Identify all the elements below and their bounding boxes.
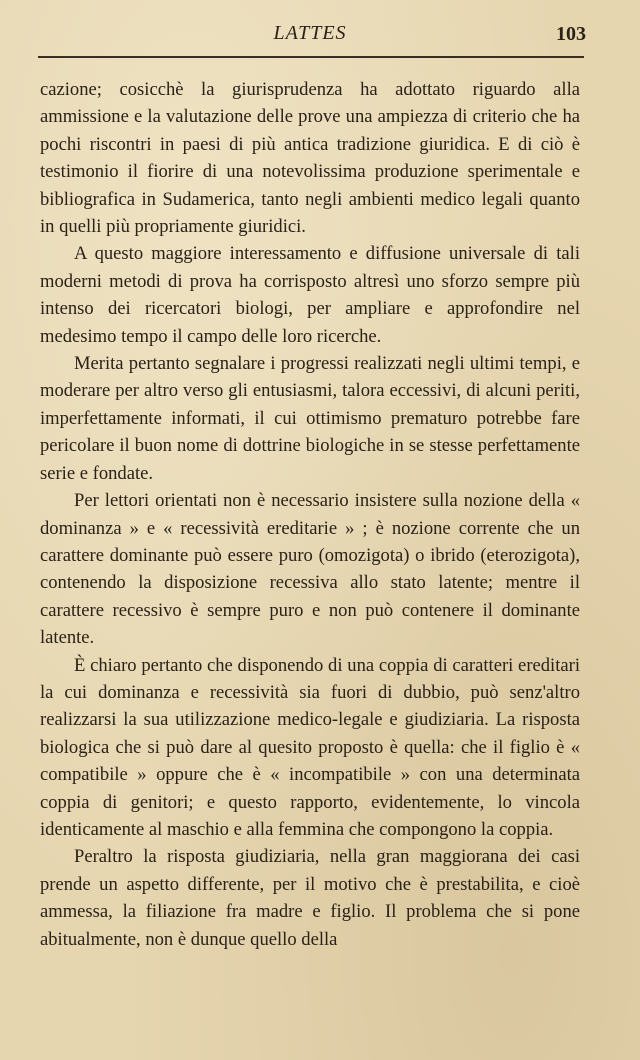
paragraph-5: È chiaro pertanto che disponendo di una coppia di caratteri ereditari la cui dominanza e recessività sia fuori di dubbio, può senz'altro realizzarsi la sua utilizzazione medico-legale e giudiziaria. La risposta biologica che si può dare al quesito proposto è quella: che il figlio è « compatibile » oppure che è « incompatibile » con una determinata coppia di genitori; e questo rapporto, evidentemente, lo vincola identicamente al maschio e alla femmina che compongono la coppia. — [40, 654, 580, 840]
paragraph-3: Merita pertanto segnalare i progressi realizzati negli ultimi tempi, e moderare per altro verso gli entusiasmi, talora eccessivi, di alcuni periti, imperfettamente informati, il cui ottimismo prematuro potrebbe fare pericolare il buon nome di dottrine biologiche in se stesse perfettamente serie e fondate. — [40, 353, 580, 484]
paragraph-2: A questo maggiore interessamento e diffusione universale di tali moderni metodi di prova ha corrisposto altresì uno sforzo sempre più intenso dei ricercatori biologi, per ampliare e approfondire nel medesimo tempo il campo delle loro ricerche. — [40, 243, 580, 347]
page-number: 103 — [556, 23, 586, 45]
running-title: LATTES — [273, 22, 347, 44]
paragraph-4: Per lettori orientati non è necessario insistere sulla nozione della « dominanza » e « recessività ereditarie » ; è nozione corrente che un carattere dominante può essere puro (omozigota) o ibrido (eterozigota), contenendo la disposizione recessiva allo stato latente; mentre il carattere recessivo è sempre puro e non può contenere il dominante latente. — [40, 490, 580, 649]
header-rule — [38, 56, 584, 58]
body-text — [40, 76, 580, 953]
page-header — [38, 22, 586, 52]
paragraph-1: cazione; cosicchè la giurisprudenza ha adottato riguardo alla ammissione e la valutazione delle prove una ampiezza di criterio che ha pochi riscontri in paesi di più antica tradizione giuridica. E di ciò è testimonio il fiorire di una notevolissima produzione sperimentale e bibliografica in Sudamerica, tanto negli ambienti medico legali quanto in quelli più propriamente giuridici. — [40, 79, 580, 238]
paragraph-6: Peraltro la risposta giudiziaria, nella gran maggiorana dei casi prende un aspetto differente, per il motivo che è prestabilita, e cioè ammessa, la filiazione fra madre e figlio. Il problema che si pone abitualmente, non è dunque quello della — [40, 846, 580, 950]
